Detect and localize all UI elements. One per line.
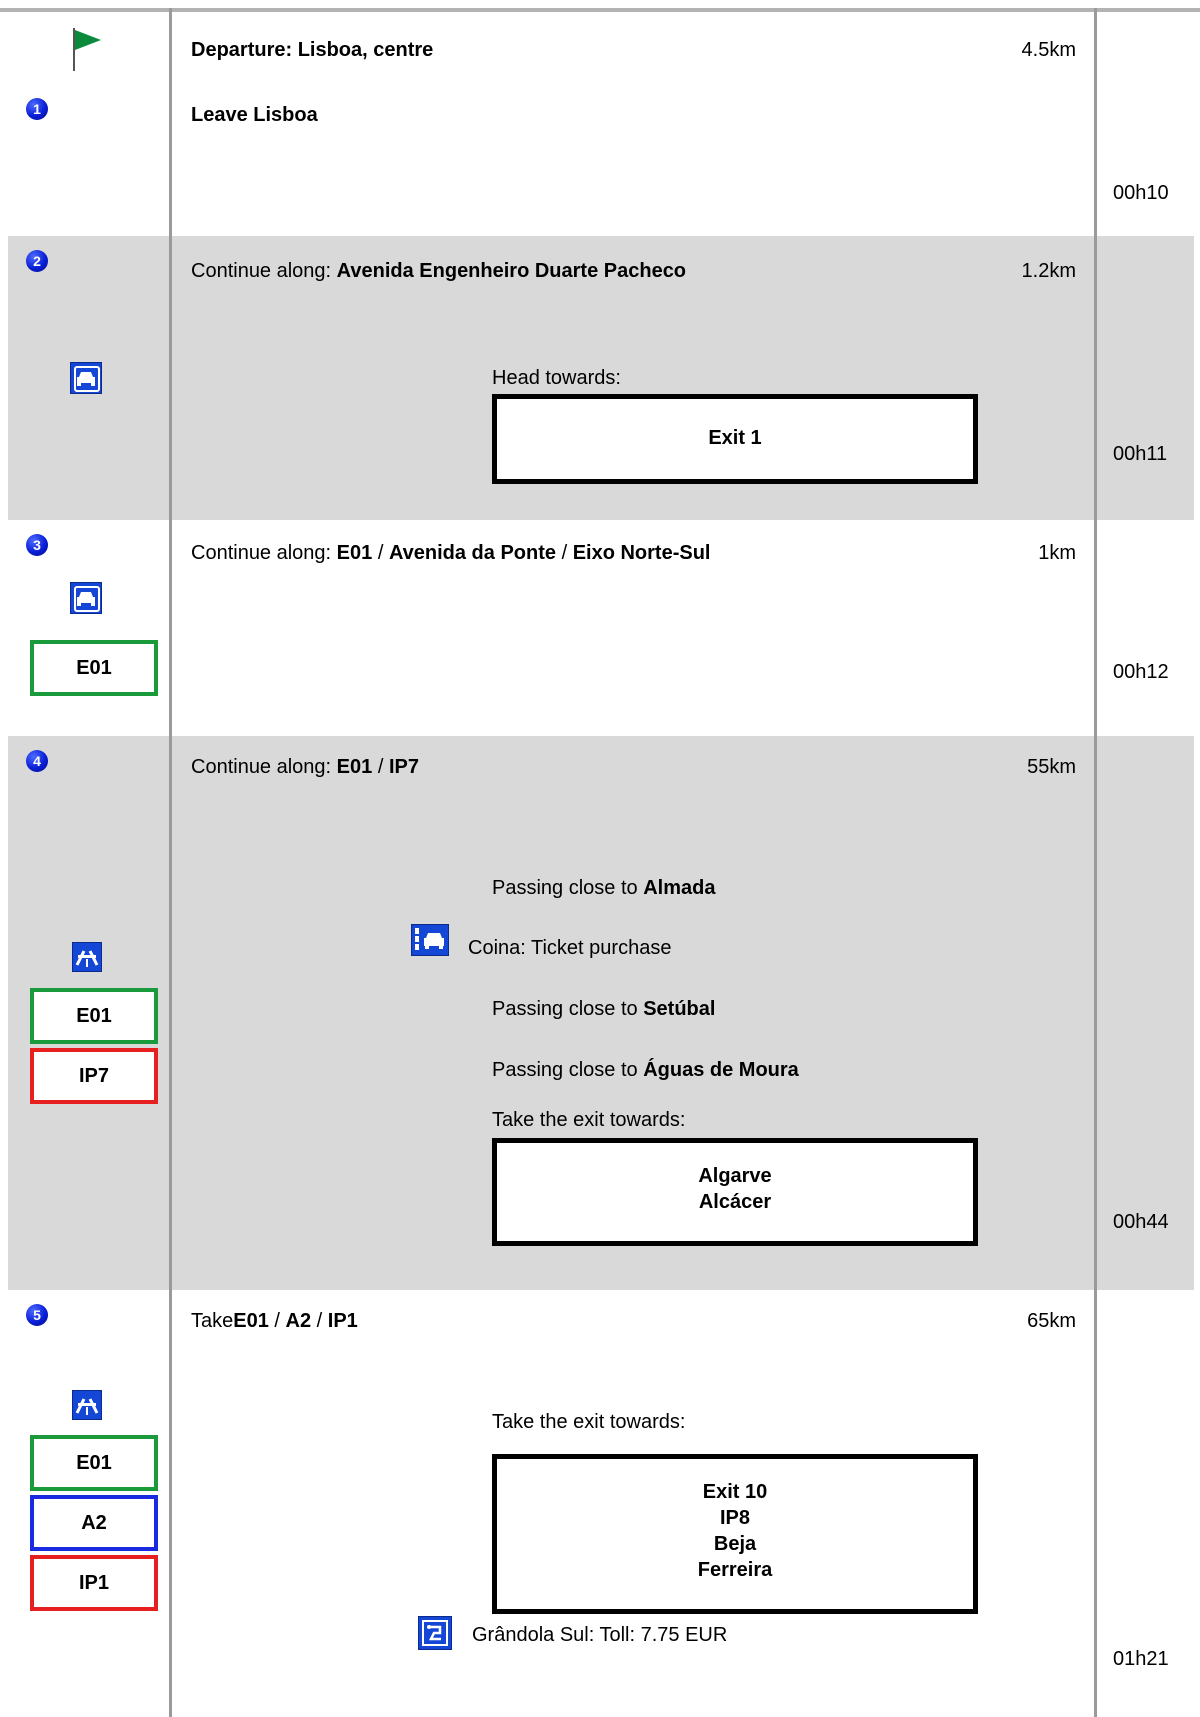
column-divider-left — [169, 8, 172, 1717]
head-towards-label: Head towards: — [492, 367, 621, 389]
step-time: 00h12 — [1113, 661, 1169, 683]
road-shield-ip1: IP1 — [30, 1555, 158, 1611]
green-flag-icon — [72, 26, 102, 72]
road-separator: / — [268, 1310, 286, 1332]
take-exit-label: Take the exit towards: — [492, 1411, 686, 1433]
road-separator: / — [311, 1310, 328, 1332]
car-road-icon — [70, 582, 102, 614]
step-distance: 65km — [1027, 1310, 1076, 1332]
direction-line: Algarve — [698, 1165, 772, 1187]
place-name: Águas de Moura — [643, 1059, 799, 1081]
step-distance: 1km — [1038, 542, 1076, 564]
step-time: 00h10 — [1113, 182, 1169, 204]
instruction-prefix: Continue along: — [191, 756, 337, 778]
road-separator: / — [372, 756, 389, 778]
direction-sign — [492, 1138, 978, 1246]
leave-text: Leave Lisboa — [191, 104, 318, 126]
step-time: 00h11 — [1113, 443, 1168, 465]
direction-line: IP8 — [719, 1507, 751, 1529]
road-name: E01 — [336, 542, 373, 564]
passing-label: Passing close to — [492, 877, 644, 899]
passing-label: Passing close to — [492, 1059, 644, 1081]
departure-title: Departure: Lisboa, centre — [191, 39, 434, 61]
step-instruction — [191, 259, 686, 283]
road-name: Avenida Engenheiro Duarte Pacheco — [336, 260, 687, 282]
car-road-icon — [70, 362, 102, 394]
step-number-icon: 2 — [26, 250, 48, 272]
step-instruction — [191, 755, 419, 779]
motorway-icon — [72, 942, 102, 972]
step-number-icon: 5 — [26, 1304, 48, 1326]
instruction-prefix: Continue along: — [191, 260, 337, 282]
step-number-icon: 1 — [26, 98, 48, 120]
road-name: Eixo Norte-Sul — [572, 542, 711, 564]
column-divider-right — [1094, 8, 1097, 1717]
step-distance: 55km — [1027, 756, 1076, 778]
step-instruction — [191, 541, 710, 565]
road-shield-e01: E01 — [30, 988, 158, 1044]
toll-text: Grândola Sul: Toll: 7.75 EUR — [472, 1624, 728, 1646]
step-2 — [8, 236, 1194, 520]
passing-close-text — [492, 997, 715, 1021]
direction-line: Exit 1 — [708, 427, 762, 449]
road-shield-e01: E01 — [30, 1435, 158, 1491]
motorway-icon — [72, 1390, 102, 1420]
place-name: Setúbal — [643, 998, 716, 1020]
road-name: IP1 — [327, 1310, 358, 1332]
step-3 — [8, 520, 1194, 736]
road-separator: / — [556, 542, 573, 564]
step-departure — [8, 12, 1194, 236]
step-instruction — [191, 1309, 358, 1333]
road-shield-e01: E01 — [30, 640, 158, 696]
road-separator: / — [372, 542, 389, 564]
passing-label: Passing close to — [492, 998, 644, 1020]
direction-sign — [492, 394, 978, 484]
step-time: 01h21 — [1113, 1648, 1169, 1670]
passing-close-text — [492, 876, 715, 900]
step-5 — [8, 1290, 1194, 1717]
ticket-purchase-icon — [411, 924, 449, 956]
direction-line: Alcácer — [698, 1191, 772, 1213]
road-name: IP7 — [388, 756, 419, 778]
ticket-purchase-text: Coina: Ticket purchase — [468, 937, 672, 959]
take-exit-label: Take the exit towards: — [492, 1109, 686, 1131]
direction-line: Exit 10 — [702, 1481, 768, 1503]
direction-sign — [492, 1454, 978, 1614]
road-shield-a2: A2 — [30, 1495, 158, 1551]
step-number-icon: 4 — [26, 750, 48, 772]
passing-close-text — [492, 1058, 799, 1082]
instruction-prefix: Take — [191, 1310, 234, 1332]
road-name: E01 — [336, 756, 373, 778]
step-4 — [8, 736, 1194, 1290]
direction-line: Ferreira — [697, 1559, 773, 1581]
place-name: Almada — [643, 877, 716, 899]
road-name: E01 — [233, 1310, 269, 1332]
road-name: Avenida da Ponte — [388, 542, 557, 564]
step-number-icon: 3 — [26, 534, 48, 556]
toll-icon — [418, 1616, 452, 1650]
step-time: 00h44 — [1113, 1211, 1169, 1233]
road-shield-ip7: IP7 — [30, 1048, 158, 1104]
direction-line: Beja — [713, 1533, 757, 1555]
road-name: A2 — [285, 1310, 312, 1332]
step-distance: 1.2km — [1021, 260, 1076, 282]
instruction-prefix: Continue along: — [191, 542, 337, 564]
step-distance: 4.5km — [1021, 39, 1076, 61]
